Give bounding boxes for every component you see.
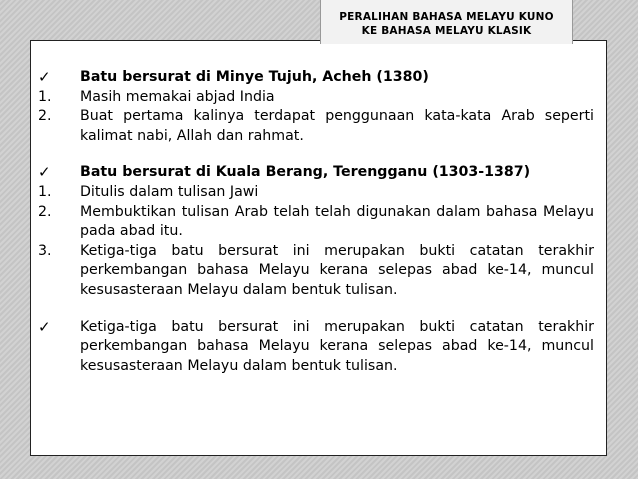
list-number: 2.	[38, 108, 52, 125]
list-item-text: Masih memakai abjad India	[80, 88, 275, 105]
list-number: 1.	[38, 183, 52, 200]
section-heading-3	[38, 318, 594, 377]
list-number: 3.	[38, 242, 52, 259]
section-heading-text: Batu bersurat di Kuala Berang, Terengganu (1303-1387)	[80, 164, 531, 181]
list-item	[38, 203, 594, 242]
list-item	[38, 107, 594, 146]
title-line-1: PERALIHAN BAHASA MELAYU KUNO	[339, 11, 554, 23]
list-item	[38, 88, 594, 108]
section-heading-text: Ketiga-tiga batu bersurat ini merupakan bukti catatan terakhir perkembangan bahasa Melayu kerana selepas abad ke-14, muncul kesusasteraan Melayu dalam bentuk tulisan.	[80, 318, 594, 374]
list-item-text: Membuktikan tulisan Arab telah telah digunakan dalam bahasa Melayu pada abad itu.	[80, 203, 594, 240]
section-heading-2	[38, 163, 594, 183]
list-number: 1.	[38, 88, 52, 105]
checkmark-icon: ✓	[38, 68, 51, 86]
list-number: 2.	[38, 203, 52, 220]
list-item	[38, 242, 594, 301]
slide-title	[320, 0, 573, 44]
checkmark-icon: ✓	[38, 317, 51, 336]
list-item-text: Buat pertama kalinya terdapat penggunaan kata-kata Arab seperti kalimat nabi, Allah dan rahmat.	[80, 108, 594, 144]
title-line-2: KE BAHASA MELAYU KLASIK	[361, 25, 532, 37]
checkmark-icon: ✓	[38, 163, 51, 182]
list-item-text: Ketiga-tiga batu bersurat ini merupakan bukti catatan terakhir perkembangan bahasa Melayu kerana selepas abad ke-14, muncul kesusasteraan Melayu dalam bentuk tulisan.	[80, 242, 594, 298]
slide-content	[38, 68, 594, 376]
list-item	[38, 183, 594, 203]
section-heading-1	[38, 68, 594, 88]
section-heading-text: Batu bersurat di Minye Tujuh, Acheh (1380)	[80, 69, 429, 85]
list-item-text: Ditulis dalam tulisan Jawi	[80, 183, 259, 200]
